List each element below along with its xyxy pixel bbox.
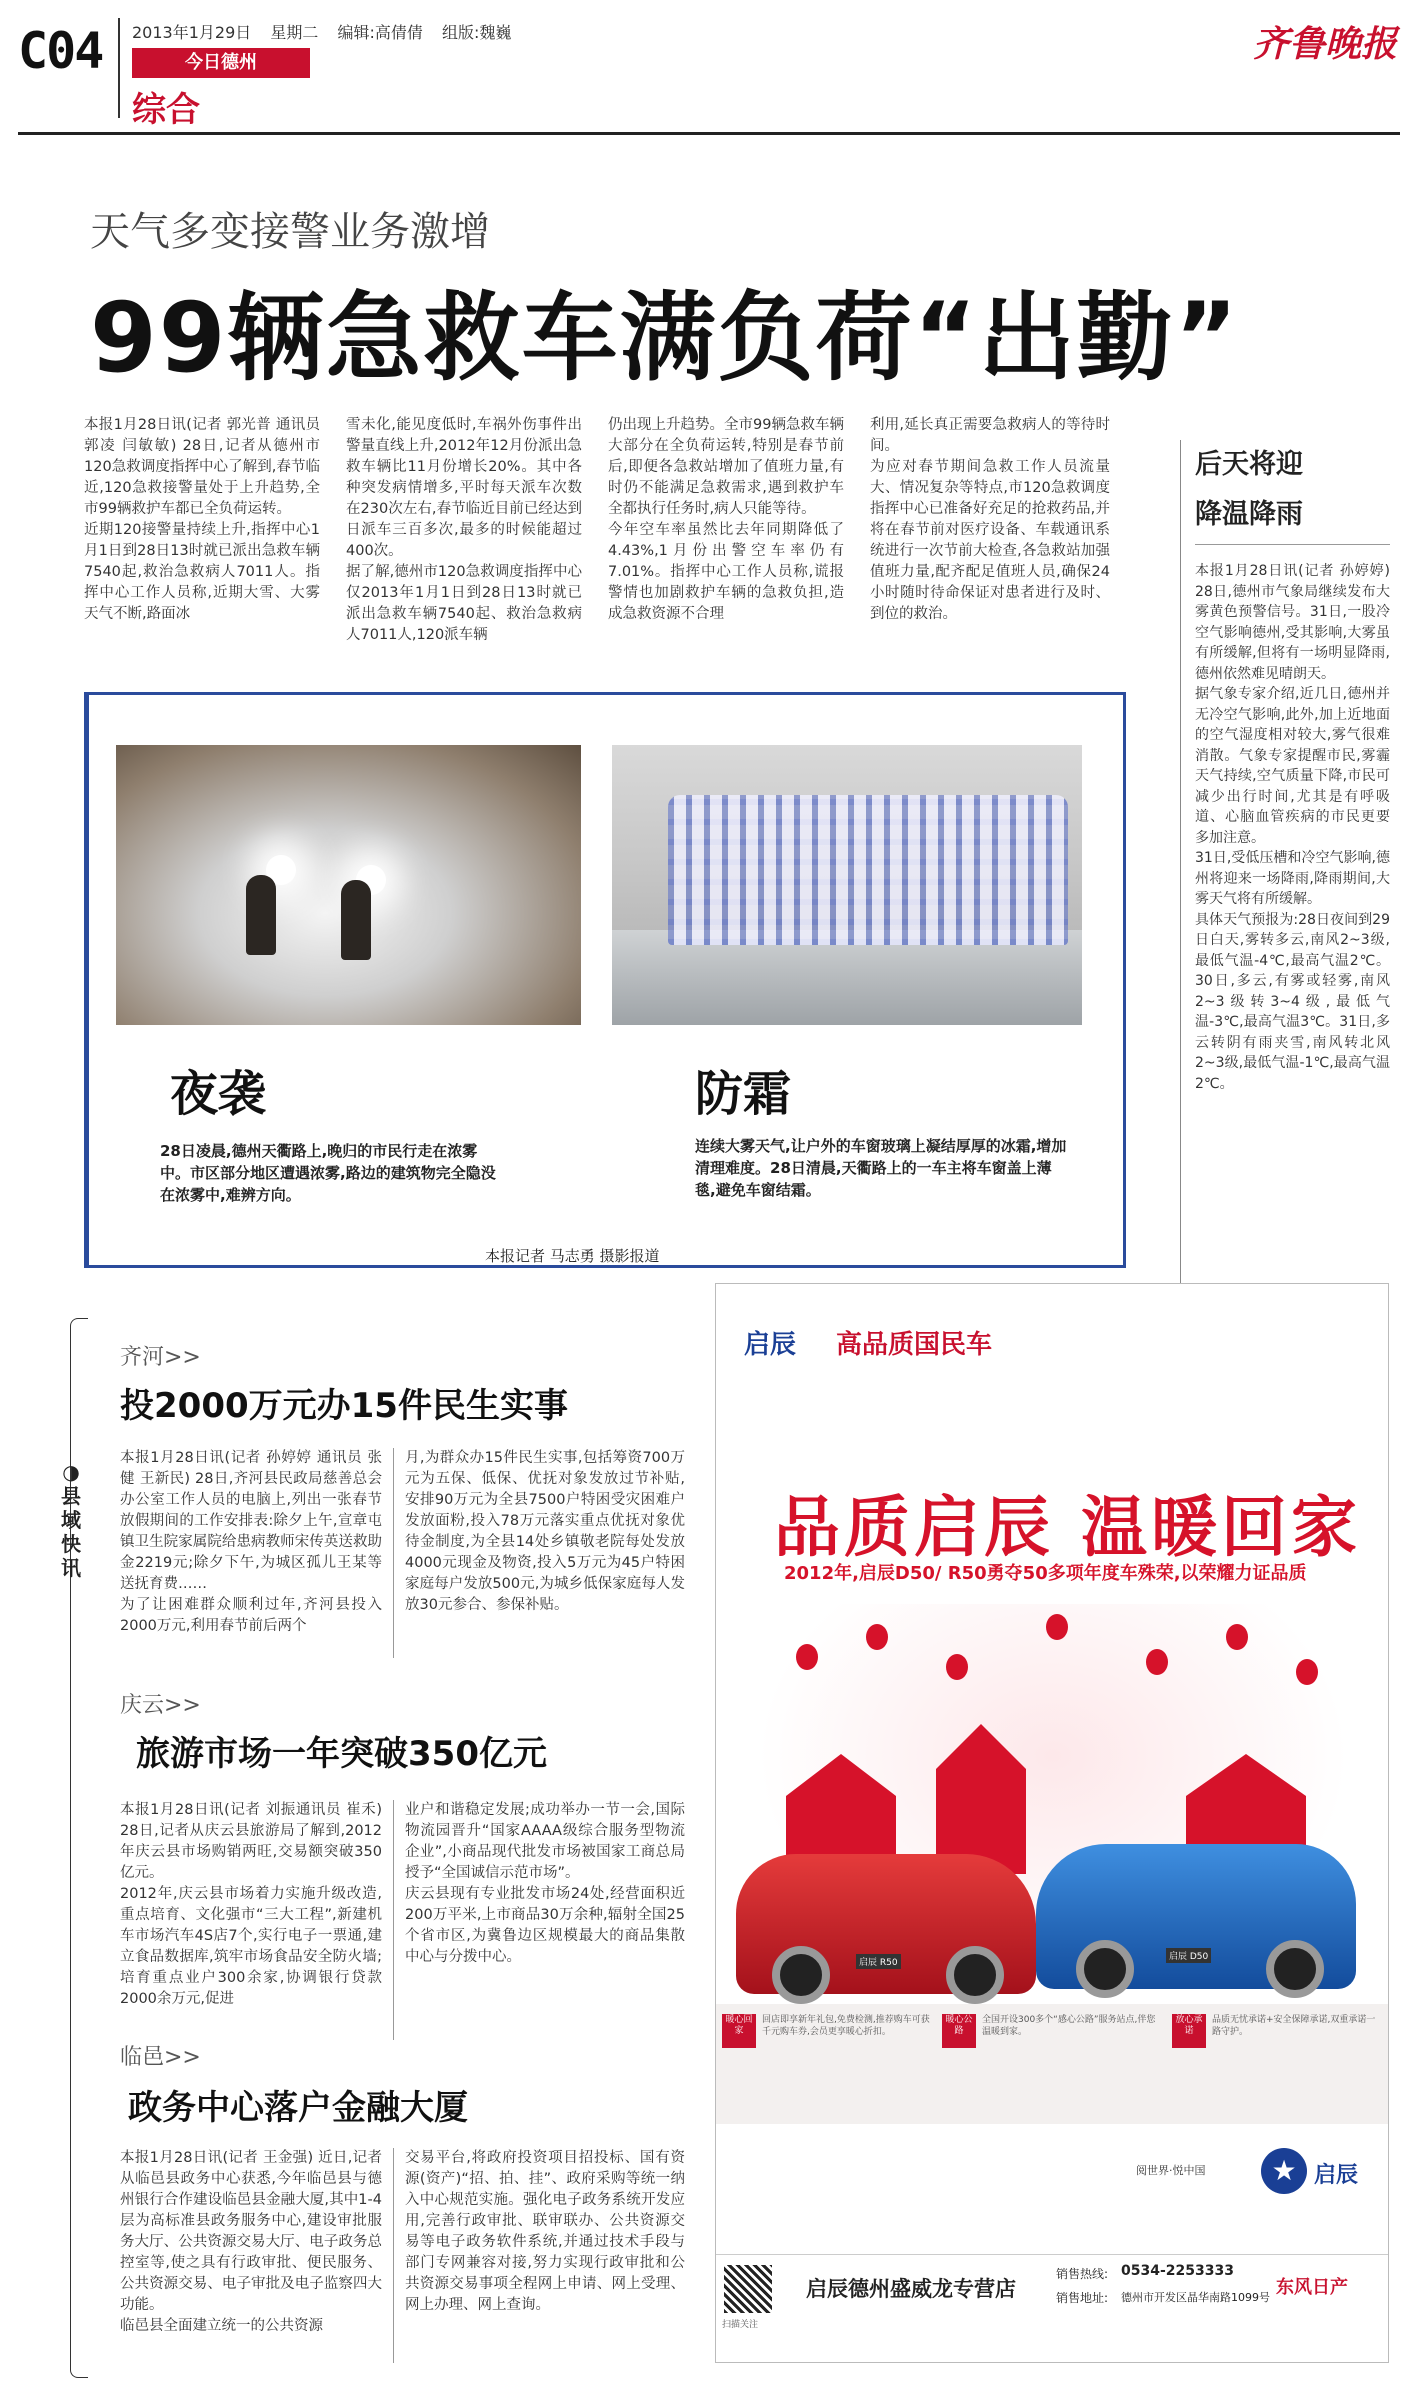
blue-car-d50	[1036, 1844, 1356, 1989]
lantern-icon	[1146, 1649, 1168, 1675]
page-number: C04	[18, 22, 103, 80]
brief-body-linyi-col2: 交易平台,将政府投资项目招投标、国有资源(资产)“招、拍、挂”、政府采购等统一纳入中心规范实施。强化电子政务系统开发应用,完善行政审批、联审联办、公共资源交易等电子政务软件系统,并通过技术手段与部门专网兼容对接,努力实现行政审批和公共资源交易事项全程网上申请、网上受理、网上办理、网上查询。	[405, 2150, 685, 2313]
layout-credit: 组版:魏巍	[441, 23, 512, 42]
section-tag: 今日德州	[132, 48, 310, 78]
lead-column-1: 本报1月28日讯(记者 郭光普 通讯员 郭凌 闫敏敏) 28日,记者从德州市120急救调度指挥中心了解到,春节临近,120急救接警量处于上升趋势,全市99辆救护车都已全负荷运转。 近期120接警量持续上升,指挥中心1月1日到28日13时就已派出急救车辆7540起,救治急救病人7011人。指挥中心工作人员称,近期大雪、大雾天气不断,路面冰	[84, 417, 320, 622]
address-label: 销售地址:	[1056, 2291, 1109, 2305]
issue-date: 2013年1月29日	[132, 23, 252, 42]
windshield-cover-blanket	[668, 795, 1068, 945]
wheel	[772, 1946, 830, 2004]
license-plate-d50: 启辰 D50	[1166, 1948, 1211, 1963]
column-divider	[393, 1800, 394, 2040]
county-column-label: ◑ 县域快讯	[61, 1460, 81, 1580]
ad-brand: 启辰	[744, 1330, 797, 1360]
lantern-icon	[1296, 1659, 1318, 1685]
ad-logo-text: 启辰	[1314, 2163, 1359, 2188]
ad-top-band	[716, 1284, 1388, 1379]
brief-title-qihe: 投2000万元办15件民生实事	[120, 1386, 568, 1426]
ad-tagline: 阅世界·悦中国	[1136, 2164, 1206, 2177]
header-rule	[18, 132, 1400, 135]
photo-credit: 本报记者 马志勇 摄影报道	[485, 1247, 660, 1265]
lead-headline: 99辆急救车满负荷“出勤”	[90, 282, 1240, 394]
brief-body-qihe-col1: 本报1月28日讯(记者 孙婷婷 通讯员 张健 王新民) 28日,齐河县民政局慈善总会办公室工作人员的电脑上,列出一张春节放假期间的工作安排表:除夕上午,宣章屯镇卫生院家属院给患病教师宋传英送救助金2219元;除夕下午,为城区孤儿王某等送抚育费…… 为了让困难群众顺利过年,齐河县投入2000万元,利用春节前后两个	[120, 1450, 382, 1634]
sidebar-title-line2: 降温降雨	[1195, 499, 1303, 530]
qr-note: 扫描关注	[722, 2320, 759, 2330]
benefit-badge: 暖心回家	[722, 2014, 756, 2048]
sidebar-rule	[1195, 544, 1390, 545]
lantern-icon	[946, 1654, 968, 1680]
ad-logo-row	[716, 2134, 1388, 2214]
editor-credit: 编辑:高倩倩	[337, 23, 423, 42]
house-cutout	[936, 1724, 1026, 1874]
wheel	[1266, 1940, 1324, 1998]
ad-subline: 2012年,启辰D50/ R50勇夺50多项年度车殊荣,以荣耀力证品质	[784, 1563, 1307, 1584]
benefit-text: 回店即享新年礼包,免费检测,推荐购车可获千元购车券,会员更享暖心折扣。	[762, 2015, 930, 2037]
county-column-label-text: 县域快讯	[61, 1484, 81, 1580]
lead-column-2: 雪未化,能见度低时,车祸外伤事件出警量直线上升,2012年12月份派出急救车辆比11月份增长20%。其中各种突发病情增多,平时每天派车次数在230次左右,春节临近目前已经达到日派车三百多次,最多的时候能超过400次。 据了解,德州市120急救调度指挥中心仅2013年1月1日到28日13时就已派出急救车辆7540起、救治急救病人7011人,120派车辆	[346, 417, 582, 643]
ad-dealer-footer	[716, 2254, 1388, 2363]
column-divider	[393, 1448, 394, 1658]
weather-sidebar	[1180, 440, 1390, 1290]
maker-logo: 东风日产	[1276, 2277, 1348, 2298]
venucia-star-logo-icon: ★	[1261, 2148, 1307, 2194]
photo-right-caption: 连续大雾天气,让户外的车窗玻璃上凝结厚厚的冰霜,增加清理难度。28日清晨,天衢路上的一车主将车窗盖上薄毯,避免车窗结霜。	[695, 1137, 1067, 1199]
brief-region-qihe: 齐河>>	[120, 1345, 201, 1370]
benefit-text: 全国开设300多个“感心公路”服务站点,伴您温暖到家。	[982, 2015, 1156, 2037]
car-advertisement	[715, 1283, 1389, 2363]
benefit-badge: 放心承诺	[1172, 2014, 1206, 2048]
masthead-logo: 齐鲁晚报	[1252, 23, 1397, 65]
photo-left-title: 夜袭	[170, 1066, 267, 1122]
column-divider	[393, 2148, 394, 2363]
cyclist-silhouette	[246, 875, 276, 955]
brief-body-qingyun-col1: 本报1月28日讯(记者 刘振通讯员 崔禾) 28日,记者从庆云县旅游局了解到,2012年庆云县市场购销两旺,交易额突破350亿元。 2012年,庆云县市场着力实施升级改造,重点培育、文化强市“三大工程”,新建机车市场汽车4S店7个,实行电子一票通,建立食品数据库,筑牢市场食品安全防火墙;培育重点业户300余家,协调银行贷款2000余万元,促进	[120, 1802, 382, 2007]
brief-body-linyi-col1: 本报1月28日讯(记者 王金强) 近日,记者从临邑县政务中心获悉,今年临邑县与德州银行合作建设临邑县金融大厦,其中1-4层为高标准县政务服务中心,建设审批服务大厅、公共资源交易大厅、电子政务总控室等,使之具有行政审批、便民服务、公共资源交易、电子审批及电子监察四大功能。 临邑县全面建立统一的公共资源	[120, 2150, 382, 2334]
brief-title-linyi: 政务中心落户金融大厦	[128, 2088, 468, 2128]
hotline-number: 0534-2253333	[1121, 2263, 1234, 2279]
section-name: 综合	[132, 90, 200, 130]
header-meta	[132, 20, 525, 43]
benefit-text: 品质无忧承诺+安全保障承诺,双重承诺一路守护。	[1212, 2015, 1376, 2037]
photo-left-caption: 28日凌晨,德州天衢路上,晚归的市民行走在浓雾中。市区部分地区遭遇浓雾,路边的建筑物完全隐没在浓雾中,难辨方向。	[160, 1142, 496, 1204]
ad-slogan: 高品质国民车	[836, 1330, 993, 1360]
brief-body-qihe-col2: 月,为群众办15件民生实事,包括筹资700万元为五保、低保、优抚对象发放过节补贴,安排90万元为全县7500户特困受灾困难户发放面粉,投入78万元落实重点优抚对象优待金制度,为全县14处乡镇敬老院每处发放4000元现金及物资,投入5万元为45户特困家庭每户发放500元,为城乡低保家庭每人发放30元参合、参保补贴。	[405, 1450, 685, 1613]
brief-body-qingyun-col2: 业户和谐稳定发展;成功举办一节一会,国际物流园晋升“国家AAAA级综合服务型物流企业”,小商品现代批发市场被国家工商总局授予“全国诚信示范市场”。 庆云县现有专业批发市场24处,经营面积近200万平米,上市商品30万余种,辐射全国25个省市区,为冀鲁边区规模最大的商品集散中心与分拨中心。	[405, 1802, 685, 1965]
lantern-icon	[796, 1644, 818, 1670]
dealer-address: 德州市开发区晶华南路1099号	[1121, 2291, 1270, 2304]
ad-benefit-strip	[716, 2004, 1388, 2124]
ad-headline: 品质启辰 温暖回家	[774, 1489, 1361, 1566]
dealer-name: 启辰德州盛威龙专营店	[806, 2277, 1016, 2301]
brief-region-linyi: 临邑>>	[120, 2045, 201, 2070]
photo-right-title: 防霜	[695, 1066, 792, 1122]
hotline-label: 销售热线:	[1056, 2267, 1109, 2281]
red-car-r50	[736, 1854, 1036, 1994]
brief-region-qingyun: 庆云>>	[120, 1693, 201, 1718]
brief-title-qingyun: 旅游市场一年突破350亿元	[136, 1734, 547, 1774]
sidebar-body: 本报1月28日讯(记者 孙婷婷) 28日,德州市气象局继续发布大雾黄色预警信号。31日,一股冷空气影响德州,受其影响,大雾虽有所缓解,但将有一场明显降雨,德州依然难见晴朗天。 据气象专家介绍,近几日,德州并无冷空气影响,此外,加上近地面的空气湿度相对较大,雾气很难消散。气象专家提醒市民,雾霾天气持续,空气质量下降,市民可减少出行时间,尤其是有呼吸道、心脑血管疾病的市民更要多加注意。 31日,受低压槽和冷空气影响,德州将迎来一场降雨,降雨期间,大雾天气将有所缓解。 具体天气预报为:28日夜间到29日白天,雾转多云,南风2~3级,最低气温-4℃,最高气温2℃。30日,多云,有雾或轻雾,南风2~3级转3~4级,最低气温-3℃,最高气温3℃。31日,多云转阴有雨夹雪,南风转北风2~3级,最低气温-1℃,最高气温2℃。	[1195, 563, 1390, 1092]
benefit-badge: 暖心公路	[942, 2014, 976, 2048]
qr-code-icon	[724, 2265, 772, 2313]
wheel	[1076, 1940, 1134, 1998]
issue-weekday: 星期二	[270, 23, 319, 42]
fog-night-photo	[116, 745, 581, 1025]
lead-column-3: 仍出现上升趋势。全市99辆急救车辆大部分在全负荷运转,特别是春节前后,即便各急救站增加了值班力量,有时仍不能满足急救需求,遇到救护车全都执行任务时,病人只能等待。 今年空车率虽然比去年同期降低了4.43%,1月份出警空车率仍有7.01%。指挥中心工作人员称,谎报警情也加剧救护车辆的急救负担,造成急救资源不合理	[608, 417, 844, 622]
lantern-icon	[1226, 1624, 1248, 1650]
lantern-icon	[1046, 1614, 1068, 1640]
sidebar-title-line1: 后天将迎	[1195, 449, 1303, 480]
lead-subhead: 天气多变接警业务激增	[90, 209, 490, 255]
license-plate-r50: 启辰 R50	[856, 1954, 901, 1969]
header-divider	[118, 18, 120, 118]
lantern-icon	[866, 1624, 888, 1650]
wheel	[946, 1946, 1004, 2004]
scooter-rider-silhouette	[341, 880, 371, 960]
lead-column-4: 利用,延长真正需要急救病人的等待时间。 为应对春节期间急救工作人员流量大、情况复杂等特点,市120急救调度指挥中心已准备好充足的抢救药品,并将在春节前对医疗设备、车载通讯系统进行一次节前大检查,各急救站加强值班力量,配齐配足值班人员,确保24小时随时待命保证对患者进行及时、到位的救治。	[870, 417, 1110, 622]
